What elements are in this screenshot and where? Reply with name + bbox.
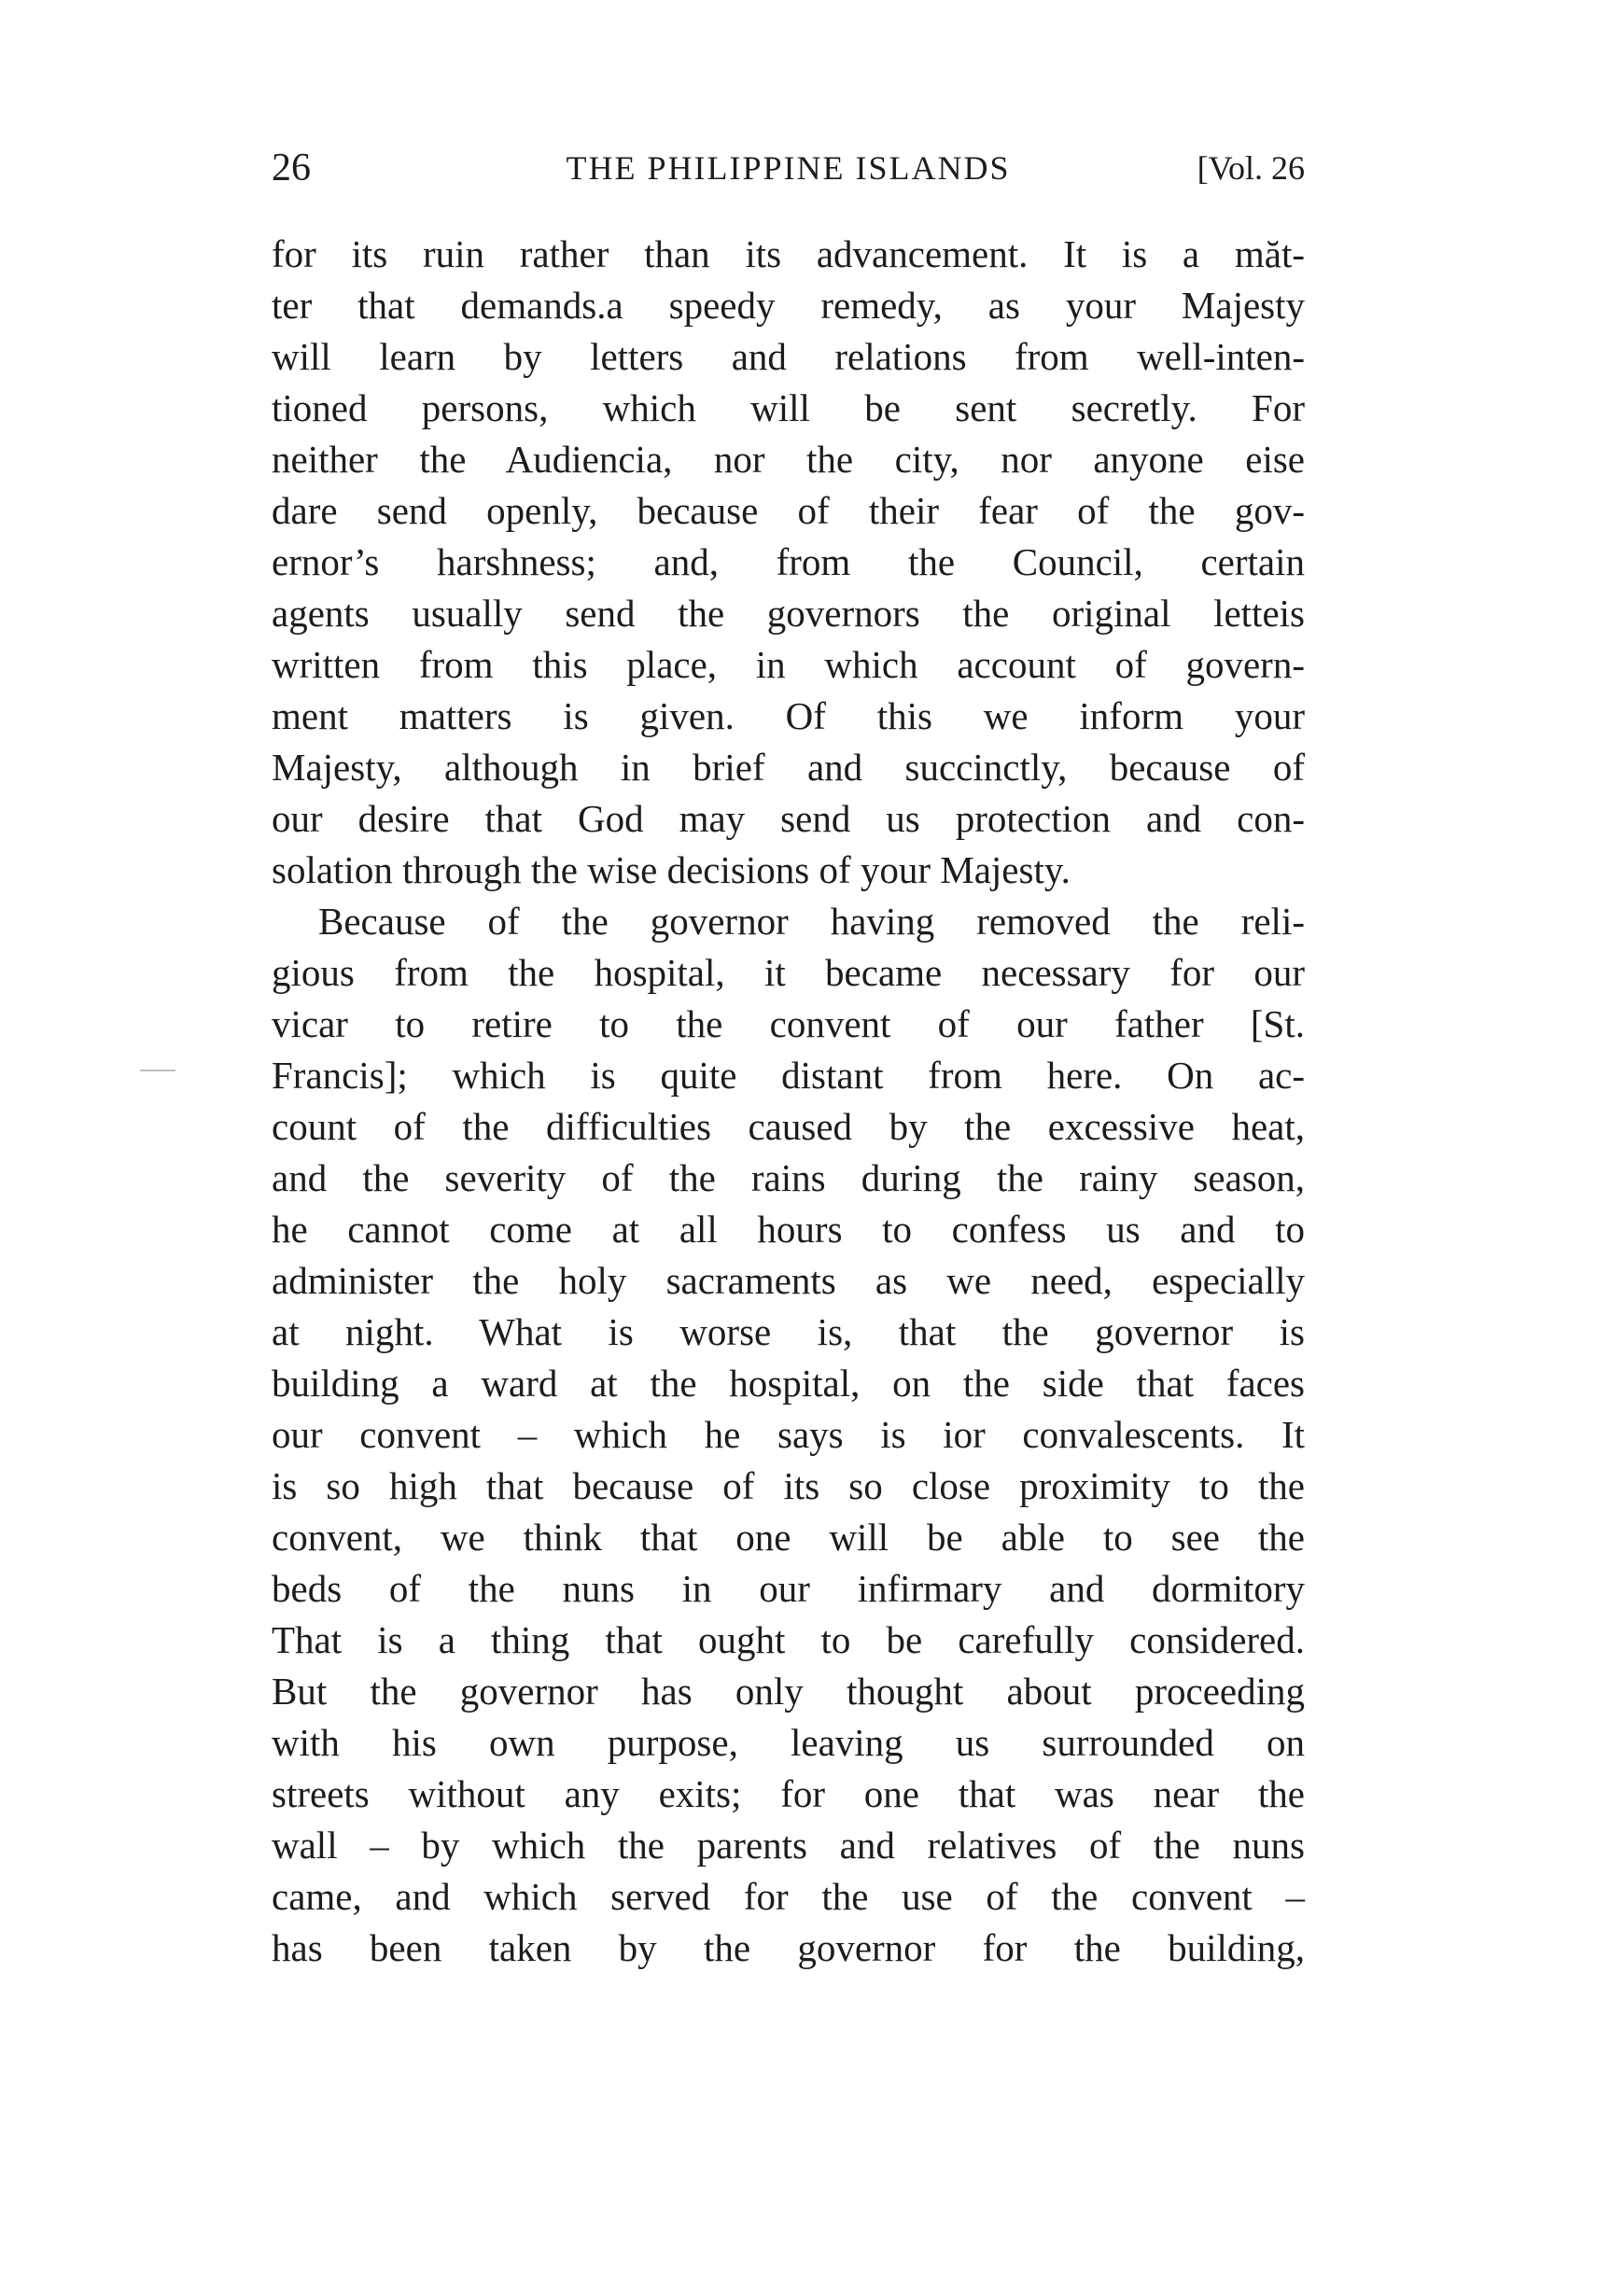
running-title: THE PHILIPPINE ISLANDS xyxy=(566,149,1011,187)
text-line: has been taken by the governor for the building, xyxy=(272,1926,1305,1969)
text-line: written from this place, in which account of govern- xyxy=(272,643,1305,686)
text-line: convent, we think that one will be able to see the xyxy=(272,1516,1305,1559)
text-line: our convent – which he says is ior convalescents. It xyxy=(272,1413,1305,1456)
text-line: neither the Audiencia, nor the city, nor anyone eise xyxy=(272,438,1305,481)
text-line: tioned persons, which will be sent secretly. For xyxy=(272,386,1305,429)
text-line: is so high that because of its so close proximity to the xyxy=(272,1464,1305,1507)
text-line: Majesty, although in brief and succinctly, because of xyxy=(272,746,1305,789)
text-line: ernor’s harshness; and, from the Council, certain xyxy=(272,540,1305,583)
text-line: vicar to retire to the convent of our father [St. xyxy=(272,1002,1305,1045)
text-line: streets without any exits; for one that was near the xyxy=(272,1772,1305,1815)
text-line: ter that demands.a speedy remedy, as your Majesty xyxy=(272,284,1305,327)
text-line: solation through the wise decisions of your Majesty. xyxy=(272,848,1071,891)
text-line: That is a thing that ought to be carefully considered. xyxy=(272,1618,1305,1661)
text-line: our desire that God may send us protection and con- xyxy=(272,797,1305,840)
text-line: came, and which served for the use of the convent – xyxy=(272,1875,1305,1918)
text-line: count of the difficulties caused by the excessive heat, xyxy=(272,1105,1305,1148)
page-number: 26 xyxy=(272,147,311,189)
text-line: Francis]; which is quite distant from here. On ac- xyxy=(272,1054,1305,1097)
body-text xyxy=(272,229,1305,1974)
text-line: with his own purpose, leaving us surrounded on xyxy=(272,1721,1305,1764)
text-line: administer the holy sacraments as we need, especially xyxy=(272,1259,1305,1302)
text-line: agents usually send the governors the original letteis xyxy=(272,592,1305,635)
volume-label: [Vol. 26 xyxy=(1197,149,1305,187)
paragraph-start-line: Because of the governor having removed the reli- xyxy=(318,900,1305,943)
margin-mark xyxy=(140,1070,175,1071)
text-line: and the severity of the rains during the rainy season, xyxy=(272,1156,1305,1199)
text-line: dare send openly, because of their fear of the gov- xyxy=(272,489,1305,532)
text-line: But the governor has only thought about proceeding xyxy=(272,1670,1305,1713)
text-line: gious from the hospital, it became necessary for our xyxy=(272,951,1305,994)
text-line: at night. What is worse is, that the governor is xyxy=(272,1310,1305,1353)
text-line: for its ruin rather than its advancement. It is a măt- xyxy=(272,232,1305,275)
text-line: he cannot come at all hours to confess us and to xyxy=(272,1208,1305,1251)
text-line: wall – by which the parents and relatives of the nuns xyxy=(272,1824,1305,1867)
page-header xyxy=(272,144,1305,192)
text-line: will learn by letters and relations from well-inten- xyxy=(272,335,1305,378)
text-line: building a ward at the hospital, on the side that faces xyxy=(272,1362,1305,1405)
text-line: ment matters is given. Of this we inform your xyxy=(272,694,1305,737)
text-line: beds of the nuns in our infirmary and dormitory xyxy=(272,1567,1305,1610)
